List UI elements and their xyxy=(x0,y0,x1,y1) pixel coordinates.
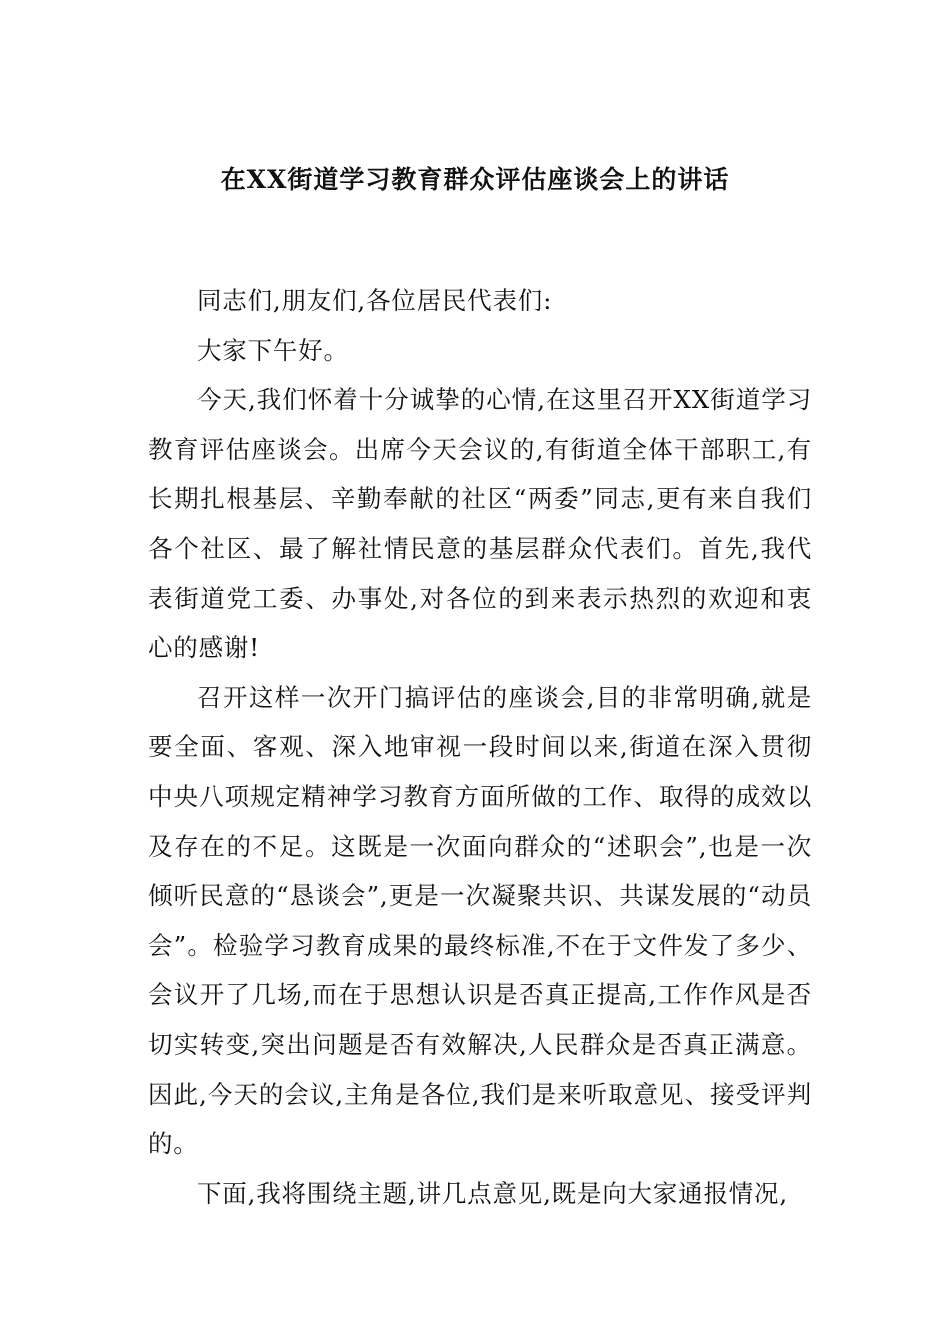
document-body xyxy=(148,276,812,1218)
paragraph-greeting: 大家下午好。 xyxy=(197,335,349,365)
paragraph-salutation: 同志们,朋友们,各位居民代表们: xyxy=(197,286,553,315)
paragraph-purpose: 召开这样一次开门搞评估的座谈会,目的非常明确,就是要全面、客观、深入地审视一段时间以来,街道在深入贯彻中央八项规定精神学习教育方面所做的工作、取得的成效以及存在的不足。这既是一次面向群众的“述职会”,也是一次倾听民意的“恳谈会”,更是一次凝聚共识、共谋发展的“动员会”。检验学习教育成果的最终标准,不在于文件发了多少、会议开了几场,而在于思想认识是否真正提高,工作作风是否切实转变,突出问题是否有效解决,人民群众是否真正满意。因此,今天的会议,主角是各位,我们是来听取意见、接受评判的。 xyxy=(148,682,812,1159)
paragraph-opening: 今天,我们怀着十分诚挚的心情,在这里召开XX街道学习教育评估座谈会。出席今天会议的,有街道全体干部职工,有长期扎根基层、辛勤奉献的社区“两委”同志,更有来自我们各个社区、最了解社情民意的基层群众代表们。首先,我代表街道党工委、办事处,对各位的到来表示热烈的欢迎和衷心的感谢! xyxy=(148,385,812,663)
document-title: 在XX街道学习教育群众评估座谈会上的讲话 xyxy=(220,165,730,194)
paragraph-next: 下面,我将围绕主题,讲几点意见,既是向大家通报情况, xyxy=(197,1178,788,1208)
